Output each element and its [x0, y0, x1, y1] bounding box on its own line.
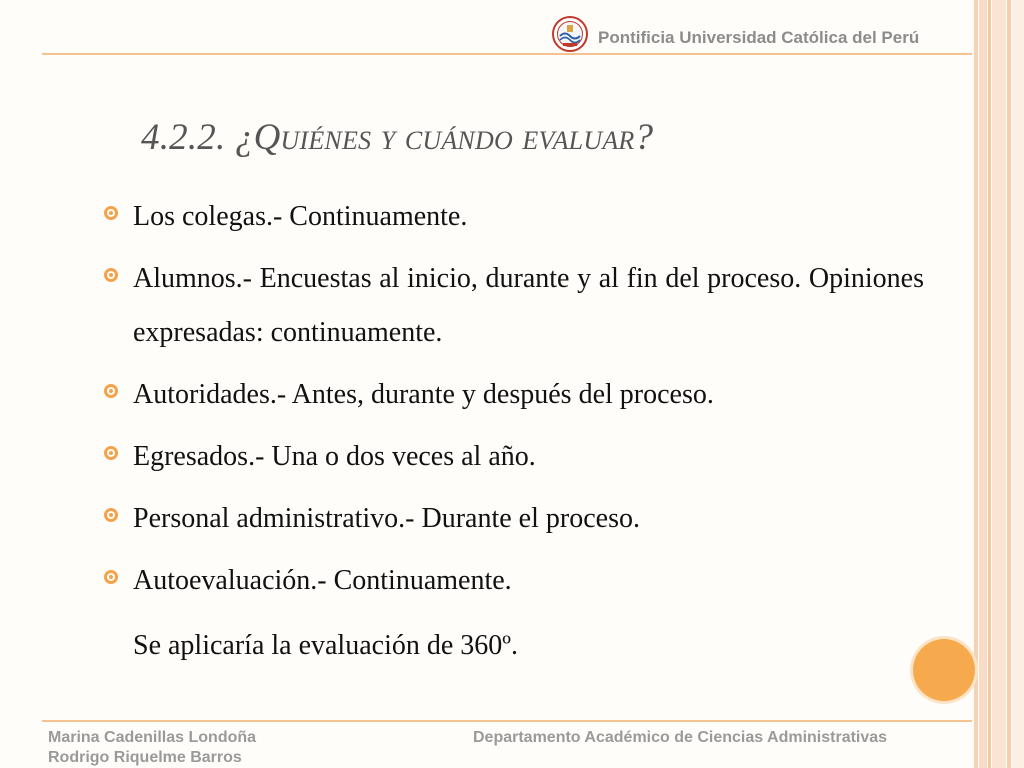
bullet-text: Personal administrativo.- Durante el proceso. [133, 503, 640, 534]
footer-department: Departamento Académico de Ciencias Administrativas [473, 729, 888, 746]
decorative-stripe [1007, 0, 1011, 768]
decorative-stripe [979, 0, 987, 768]
bullet-marker-icon [104, 206, 118, 220]
slide-title: 4.2.2. ¿Quiénes y cuándo evaluar? [141, 117, 654, 158]
decorative-stripe [1012, 0, 1024, 768]
decorative-circle [913, 639, 975, 701]
bullet-text: Autoridades.- Antes, durante y después del proceso. [133, 379, 714, 410]
closing-note: Se aplicaría la evaluación de 360º. [133, 630, 518, 661]
bullet-item [104, 430, 924, 484]
author-name: Rodrigo Riquelme Barros [48, 749, 242, 766]
decorative-stripe [974, 0, 978, 768]
footer-divider [42, 720, 972, 722]
bullet-item [104, 554, 924, 608]
bullet-item [104, 252, 924, 360]
bullet-text: Alumnos.- Encuestas al inicio, durante y al fin del proceso. Opiniones expresadas: continuamente. [133, 263, 924, 348]
decorative-stripe [988, 0, 991, 768]
bullet-marker-icon [104, 384, 118, 398]
bullet-text: Egresados.- Una o dos veces al año. [133, 441, 536, 472]
bullet-text: Autoevaluación.- Continuamente. [133, 565, 512, 596]
bullet-marker-icon [104, 570, 118, 584]
bullet-text: Los colegas.- Continuamente. [133, 201, 468, 232]
bullet-marker-icon [104, 446, 118, 460]
bullet-list [104, 190, 924, 616]
university-seal-icon [552, 16, 588, 52]
author-name: Marina Cadenillas Londoña [48, 729, 257, 746]
bullet-item [104, 368, 924, 422]
bullet-marker-icon [104, 268, 118, 282]
bullet-item [104, 190, 924, 244]
decorative-stripe [992, 0, 1006, 768]
bullet-marker-icon [104, 508, 118, 522]
university-name: Pontificia Universidad Católica del Perú [598, 28, 920, 47]
bullet-item [104, 492, 924, 546]
footer-authors [48, 728, 256, 768]
header-divider [42, 53, 972, 55]
